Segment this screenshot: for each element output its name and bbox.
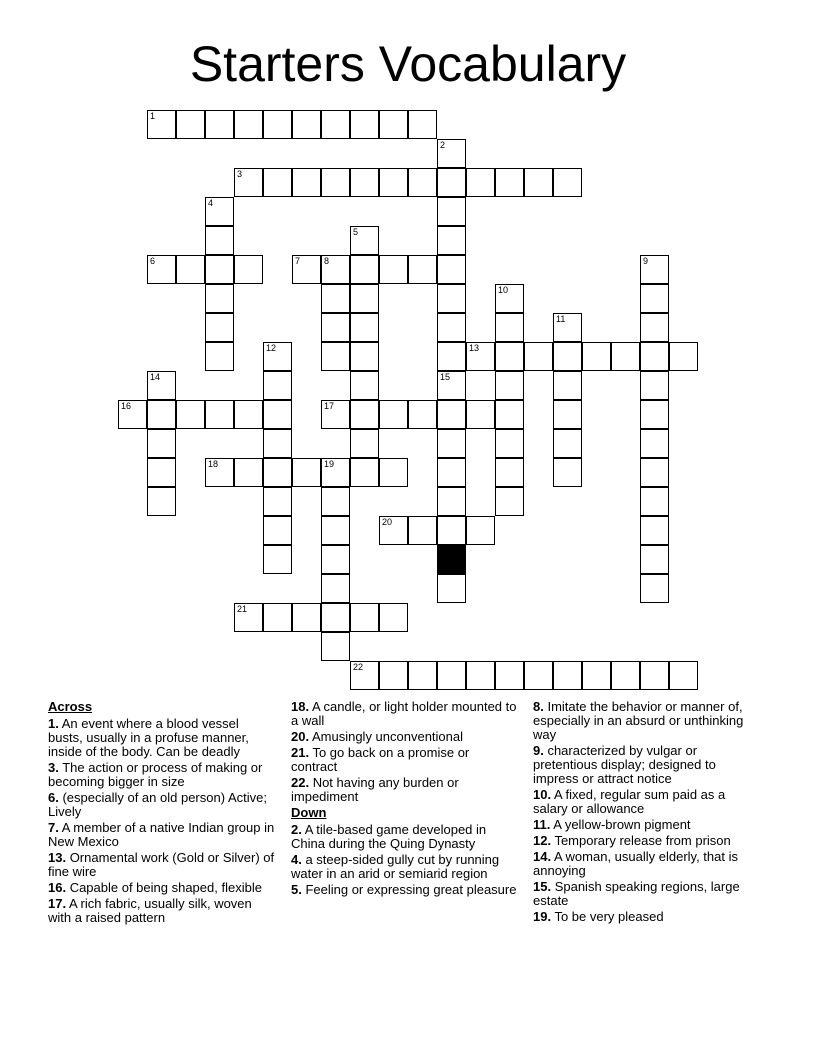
grid-cell[interactable] (147, 110, 176, 139)
grid-cell[interactable] (640, 255, 669, 284)
clue-item (533, 788, 759, 816)
clue-item (291, 776, 519, 804)
grid-cell[interactable] (640, 545, 669, 574)
grid-cell[interactable] (408, 110, 437, 139)
grid-cell[interactable] (495, 313, 524, 342)
clue-item (533, 850, 759, 878)
grid-cell-number: 18 (208, 459, 219, 469)
clue-item (48, 897, 276, 925)
grid-cell[interactable] (466, 516, 495, 545)
grid-cell-number: 5 (353, 227, 359, 237)
clue-text: (especially of an old person) Active; Lively (48, 790, 267, 819)
grid-cell[interactable] (147, 458, 176, 487)
grid-cell[interactable] (437, 226, 466, 255)
clue-number: 4. (291, 852, 302, 867)
grid-cell[interactable] (669, 342, 698, 371)
clue-text: A candle, or light holder mounted to a wall (291, 699, 517, 728)
grid-cell[interactable] (292, 255, 321, 284)
clue-text: An event where a blood vessel busts, usually in a profuse manner, inside of the body. Can be deadly (48, 716, 249, 759)
grid-cell-number: 2 (440, 140, 446, 150)
grid-cell[interactable] (234, 458, 263, 487)
grid-cell[interactable] (321, 313, 350, 342)
clue-text: a steep-sided gully cut by running water in an arid or semiarid region (291, 852, 500, 881)
clue-text: A woman, usually elderly, that is annoying (533, 849, 738, 878)
clue-number: 19. (533, 909, 552, 924)
clue-text: Imitate the behavior or manner of, especially in an absurd or unthinking way (533, 699, 744, 742)
grid-cell[interactable] (205, 197, 234, 226)
grid-cell[interactable] (263, 487, 292, 516)
grid-cell[interactable] (263, 458, 292, 487)
grid-cell-number: 12 (266, 343, 277, 353)
grid-cell[interactable] (147, 487, 176, 516)
grid-cell[interactable] (263, 110, 292, 139)
clues-column-2 (291, 700, 519, 899)
clue-text: A rich fabric, usually silk, woven with a raised pattern (48, 896, 252, 925)
grid-cell[interactable] (321, 487, 350, 516)
grid-cell[interactable] (379, 255, 408, 284)
grid-cell[interactable] (437, 516, 466, 545)
grid-cell[interactable] (437, 487, 466, 516)
grid-cell[interactable] (640, 342, 669, 371)
clue-text: Spanish speaking regions, large estate (533, 879, 740, 908)
clues-column-3 (533, 700, 759, 926)
grid-cell-number: 22 (353, 662, 364, 672)
clue-number: 11. (533, 817, 551, 832)
clue-number: 10. (533, 787, 552, 802)
clue-text: Capable of being shaped, flexible (66, 880, 262, 895)
grid-cell[interactable] (350, 429, 379, 458)
grid-cell[interactable] (379, 458, 408, 487)
grid-cell-number: 6 (150, 256, 156, 266)
grid-cell[interactable] (524, 342, 553, 371)
grid-cell[interactable] (321, 342, 350, 371)
grid-block-cell (437, 545, 466, 574)
clue-text: A yellow-brown pigment (550, 817, 691, 832)
clue-number: 6. (48, 790, 59, 805)
grid-cell[interactable] (466, 661, 495, 690)
across-heading: Across (48, 699, 93, 714)
grid-cell[interactable] (350, 168, 379, 197)
clue-number: 12. (533, 833, 552, 848)
grid-cell[interactable] (176, 110, 205, 139)
grid-cell[interactable] (553, 400, 582, 429)
grid-cell[interactable] (205, 110, 234, 139)
grid-cell[interactable] (321, 458, 350, 487)
clue-item (291, 883, 519, 897)
clue-item (48, 761, 276, 789)
clue-item (48, 791, 276, 819)
grid-cell[interactable] (176, 400, 205, 429)
clue-number: 14. (533, 849, 552, 864)
grid-cell[interactable] (321, 110, 350, 139)
grid-cell-number: 21 (237, 604, 248, 614)
grid-cell[interactable] (640, 313, 669, 342)
grid-cell[interactable] (350, 342, 379, 371)
grid-cell[interactable] (408, 516, 437, 545)
grid-cell[interactable] (437, 429, 466, 458)
grid-cell[interactable] (408, 255, 437, 284)
grid-cell-number: 14 (150, 372, 161, 382)
grid-cell[interactable] (466, 400, 495, 429)
grid-cell[interactable] (263, 400, 292, 429)
grid-cell[interactable] (640, 516, 669, 545)
clue-number: 21. (291, 745, 310, 760)
grid-cell[interactable] (466, 168, 495, 197)
grid-cell[interactable] (437, 313, 466, 342)
grid-cell[interactable] (437, 661, 466, 690)
grid-cell-number: 15 (440, 372, 451, 382)
clue-item (533, 910, 759, 924)
clue-number: 2. (291, 822, 302, 837)
clue-number: 15. (533, 879, 552, 894)
grid-cell[interactable] (234, 255, 263, 284)
clue-item (533, 834, 759, 848)
grid-cell[interactable] (437, 255, 466, 284)
grid-cell[interactable] (466, 342, 495, 371)
clue-text: A member of a native Indian group in New Mexico (48, 820, 275, 849)
grid-cell-number: 13 (469, 343, 480, 353)
grid-cell[interactable] (437, 400, 466, 429)
grid-cell[interactable] (553, 661, 582, 690)
grid-cell-number: 16 (121, 401, 132, 411)
grid-cell[interactable] (611, 342, 640, 371)
grid-cell[interactable] (205, 342, 234, 371)
grid-cell[interactable] (408, 168, 437, 197)
grid-cell[interactable] (379, 661, 408, 690)
grid-cell[interactable] (437, 342, 466, 371)
grid-cell[interactable] (495, 168, 524, 197)
grid-cell[interactable] (205, 284, 234, 313)
clue-text: A tile-based game developed in China during the Quing Dynasty (291, 822, 487, 851)
grid-cell[interactable] (437, 284, 466, 313)
clue-text: Ornamental work (Gold or Silver) of fine wire (48, 850, 275, 879)
grid-cell-number: 1 (150, 111, 156, 121)
grid-cell[interactable] (350, 371, 379, 400)
grid-cell[interactable] (263, 516, 292, 545)
grid-cell[interactable] (234, 110, 263, 139)
grid-cell[interactable] (321, 284, 350, 313)
grid-cell[interactable] (263, 168, 292, 197)
clue-item (533, 880, 759, 908)
grid-cell[interactable] (321, 632, 350, 661)
grid-cell-number: 4 (208, 198, 214, 208)
clue-number: 3. (48, 760, 59, 775)
clue-item (533, 700, 759, 742)
clue-text: Amusingly unconventional (309, 729, 464, 744)
grid-cell[interactable] (437, 371, 466, 400)
grid-cell[interactable] (147, 255, 176, 284)
clue-item (291, 700, 519, 728)
grid-cell[interactable] (524, 661, 553, 690)
grid-cell[interactable] (640, 429, 669, 458)
grid-cell[interactable] (350, 284, 379, 313)
clue-number: 22. (291, 775, 310, 790)
grid-cell-number: 17 (324, 401, 335, 411)
grid-cell[interactable] (205, 226, 234, 255)
grid-cell[interactable] (205, 400, 234, 429)
grid-cell[interactable] (408, 661, 437, 690)
grid-cell[interactable] (437, 458, 466, 487)
grid-cell[interactable] (611, 661, 640, 690)
clue-item (48, 821, 276, 849)
grid-cell[interactable] (176, 255, 205, 284)
grid-cell[interactable] (379, 400, 408, 429)
grid-cell[interactable] (350, 255, 379, 284)
grid-cell[interactable] (553, 342, 582, 371)
clue-text: Not having any burden or impediment (291, 775, 459, 804)
grid-cell[interactable] (147, 400, 176, 429)
grid-cell[interactable] (321, 400, 350, 429)
grid-cell[interactable] (437, 197, 466, 226)
clue-text: To be very pleased (551, 909, 664, 924)
grid-cell[interactable] (234, 168, 263, 197)
clue-number: 17. (48, 896, 67, 911)
grid-cell-number: 10 (498, 285, 509, 295)
clue-item (291, 730, 519, 744)
grid-cell[interactable] (582, 661, 611, 690)
grid-cell[interactable] (292, 168, 321, 197)
grid-cell[interactable] (379, 603, 408, 632)
grid-cell[interactable] (292, 458, 321, 487)
grid-cell-number: 19 (324, 459, 335, 469)
clue-number: 5. (291, 882, 302, 897)
clue-text: Feeling or expressing great pleasure (301, 882, 517, 897)
clue-number: 8. (533, 699, 544, 714)
grid-cell[interactable] (118, 400, 147, 429)
clue-item (48, 881, 276, 895)
grid-cell[interactable] (350, 400, 379, 429)
clue-number: 18. (291, 699, 310, 714)
grid-cell[interactable] (495, 371, 524, 400)
grid-cell[interactable] (350, 661, 379, 690)
clue-item (533, 744, 759, 786)
grid-cell[interactable] (350, 313, 379, 342)
grid-cell-number: 9 (643, 256, 649, 266)
grid-cell[interactable] (147, 371, 176, 400)
grid-cell[interactable] (263, 429, 292, 458)
grid-cell[interactable] (640, 458, 669, 487)
grid-cell[interactable] (553, 313, 582, 342)
grid-cell[interactable] (147, 429, 176, 458)
grid-cell[interactable] (495, 487, 524, 516)
grid-cell[interactable] (408, 400, 437, 429)
clue-number: 16. (48, 880, 67, 895)
grid-cell[interactable] (205, 255, 234, 284)
clue-text: The action or process of making or becoming bigger in size (48, 760, 263, 789)
grid-cell[interactable] (379, 516, 408, 545)
grid-cell[interactable] (437, 139, 466, 168)
grid-cell[interactable] (321, 516, 350, 545)
grid-cell[interactable] (321, 168, 350, 197)
grid-cell-number: 8 (324, 256, 330, 266)
grid-cell-number: 3 (237, 169, 243, 179)
grid-cell[interactable] (640, 371, 669, 400)
grid-cell[interactable] (350, 226, 379, 255)
grid-cell[interactable] (292, 603, 321, 632)
grid-cell[interactable] (524, 168, 553, 197)
grid-cell[interactable] (292, 110, 321, 139)
down-heading: Down (291, 805, 327, 820)
grid-cell[interactable] (495, 400, 524, 429)
clue-item (291, 746, 519, 774)
clue-number: 7. (48, 820, 59, 835)
grid-cell[interactable] (350, 110, 379, 139)
grid-cell-number: 20 (382, 517, 393, 527)
grid-cell[interactable] (495, 342, 524, 371)
clue-item (48, 717, 276, 759)
grid-cell[interactable] (263, 342, 292, 371)
grid-cell[interactable] (640, 487, 669, 516)
clue-number: 9. (533, 743, 544, 758)
grid-cell[interactable] (640, 400, 669, 429)
grid-cell[interactable] (321, 255, 350, 284)
clue-text: To go back on a promise or contract (291, 745, 470, 774)
grid-cell[interactable] (350, 603, 379, 632)
grid-cell[interactable] (321, 545, 350, 574)
grid-cell[interactable] (495, 284, 524, 313)
grid-cell[interactable] (553, 168, 582, 197)
clue-number: 1. (48, 716, 59, 731)
grid-cell[interactable] (350, 458, 379, 487)
clue-item (48, 851, 276, 879)
grid-cell[interactable] (234, 400, 263, 429)
grid-cell[interactable] (553, 371, 582, 400)
grid-cell[interactable] (582, 342, 611, 371)
grid-cell[interactable] (669, 661, 698, 690)
grid-cell[interactable] (321, 574, 350, 603)
clue-text: A fixed, regular sum paid as a salary or allowance (533, 787, 726, 816)
grid-cell[interactable] (205, 458, 234, 487)
clue-item (291, 853, 519, 881)
grid-cell[interactable] (437, 574, 466, 603)
grid-cell[interactable] (495, 429, 524, 458)
clue-item (533, 818, 759, 832)
grid-cell[interactable] (640, 284, 669, 313)
grid-cell[interactable] (495, 458, 524, 487)
grid-cell[interactable] (379, 168, 408, 197)
clue-number: 20. (291, 729, 310, 744)
grid-cell-number: 11 (556, 314, 566, 324)
clue-number: 13. (48, 850, 67, 865)
clue-item (291, 823, 519, 851)
grid-cell[interactable] (379, 110, 408, 139)
grid-cell[interactable] (263, 603, 292, 632)
grid-cell[interactable] (234, 603, 263, 632)
page-title: Starters Vocabulary (189, 36, 627, 92)
grid-cell[interactable] (263, 545, 292, 574)
grid-cell[interactable] (495, 661, 524, 690)
clues-column-1 (48, 700, 276, 927)
grid-cell[interactable] (437, 168, 466, 197)
grid-cell[interactable] (321, 603, 350, 632)
grid-cell[interactable] (205, 313, 234, 342)
clue-text: characterized by vulgar or pretentious display; designed to impress or attract notice (533, 743, 716, 786)
grid-cell[interactable] (553, 458, 582, 487)
grid-cell[interactable] (640, 574, 669, 603)
grid-cell[interactable] (640, 661, 669, 690)
clue-text: Temporary release from prison (551, 833, 731, 848)
grid-cell[interactable] (553, 429, 582, 458)
grid-cell-number: 7 (295, 256, 301, 266)
grid-cell[interactable] (263, 371, 292, 400)
